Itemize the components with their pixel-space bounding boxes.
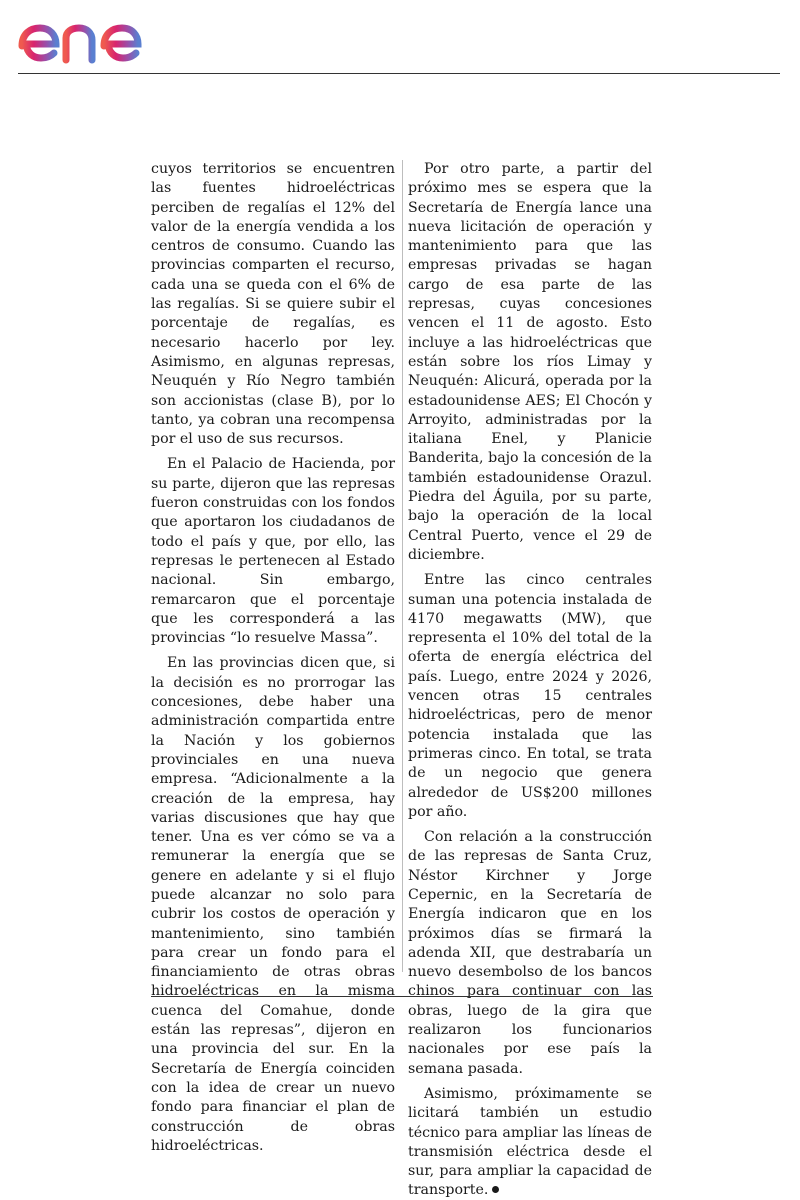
paragraph-text: Asimismo, próximamente se licitará también un estudio técnico para ampliar las líneas de transmisión eléctrica desde el sur, para ampliar la capacidad de transporte.	[408, 1085, 652, 1199]
paragraph: Con relación a la construcción de las represas de Santa Cruz, Néstor Kirchner y Jorge Cepernic, en la Secretaría de Energía indicaron que en los próximos días se firmará la adenda XII, que destrabaría un nuevo desembolso de los bancos chinos para continuar con las obras, luego de la gira que realizaron los funcionarios nacionales por ese país la semana pasada.	[408, 829, 652, 1077]
footer-divider	[151, 996, 653, 997]
paragraph: Por otro parte, a partir del próximo mes se espera que la Secretaría de Energía lance una nueva licitación de operación y mantenimiento para que las empresas privadas se hagan cargo de esa parte de las represas, cuyas concesiones vencen el 11 de agosto. Esto incluye a las hidroeléctricas que están sobre los ríos Limay y Neuquén: Alicurá, operada por la estadounidense AES; El Chocón y Arroyito, administradas por la italiana Enel, y Planicie Banderita, bajo la concesión de la también estadounidense Orazul. Piedra del Águila, por su parte, bajo la operación de la local Central Puerto, vence el 29 de diciembre.	[408, 161, 652, 563]
logo-letter-e2	[104, 28, 138, 58]
enel-logo	[16, 6, 184, 70]
paragraph-last	[408, 1085, 652, 1200]
paragraph: Entre las cinco centrales suman una potencia instalada de 4170 megawatts (MW), que representa el 10% del total de la oferta de energía eléctrica del país. Luego, entre 2024 y 2026, vencen otras 15 centrales hidroeléctricas, pero de menor potencia instalada que las primeras cinco. En total, se trata de un negocio que genera alrededor de US$200 millones por año.	[408, 572, 652, 820]
header-divider	[18, 73, 780, 74]
article-column-right	[408, 160, 652, 1200]
paragraph: En las provincias dicen que, si la decisión es no prorrogar las concesiones, debe haber una administración compartida entre la Nación y los gobiernos provinciales en una nueva empresa. “Adicionalmente a la creación de la empresa, hay varias discusiones que hay que tener. Una es ver cómo se va a remunerar la energía que se genere en adelante y si el flujo puede alcanzar no solo para cubrir los costos de operación y mantenimiento, sino también para crear un fondo para el financiamiento de otras obras hidroeléctricas en la misma cuenca del Comahue, donde están las represas”, dijeron en una provincia del sur. En la Secretaría de Energía coinciden con la idea de crear un nuevo fondo para financiar el plan de construcción de obras hidroeléctricas.	[151, 655, 395, 1154]
column-divider	[402, 160, 403, 972]
logo-letter-e1	[22, 28, 56, 58]
article-column-left	[151, 160, 395, 1162]
paragraph: En el Palacio de Hacienda, por su parte, dijeron que las represas fueron construidas con los fondos que aportaron los ciudadanos de todo el país y que, por ello, las represas le pertenecen al Estado nacional. Sin embargo, remarcaron que el porcentaje que les corresponderá a las provincias “lo resuelve Massa”.	[151, 456, 395, 647]
paragraph: cuyos territorios se encuentren las fuentes hidroeléctricas perciben de regalías el 12% del valor de la energía vendida a los centros de consumo. Cuando las provincias comparten el recurso, cada una se queda con el 6% de las regalías. Si se quiere subir el porcentaje de regalías, es necesario hacerlo por ley. Asimismo, en algunas represas, Neuquén y Río Negro también son accionistas (clase B), por lo tanto, ya cobran una recompensa por el uso de sus recursos.	[151, 161, 395, 448]
end-of-article-bullet-icon	[492, 1186, 499, 1193]
logo-letter-n	[66, 28, 92, 60]
